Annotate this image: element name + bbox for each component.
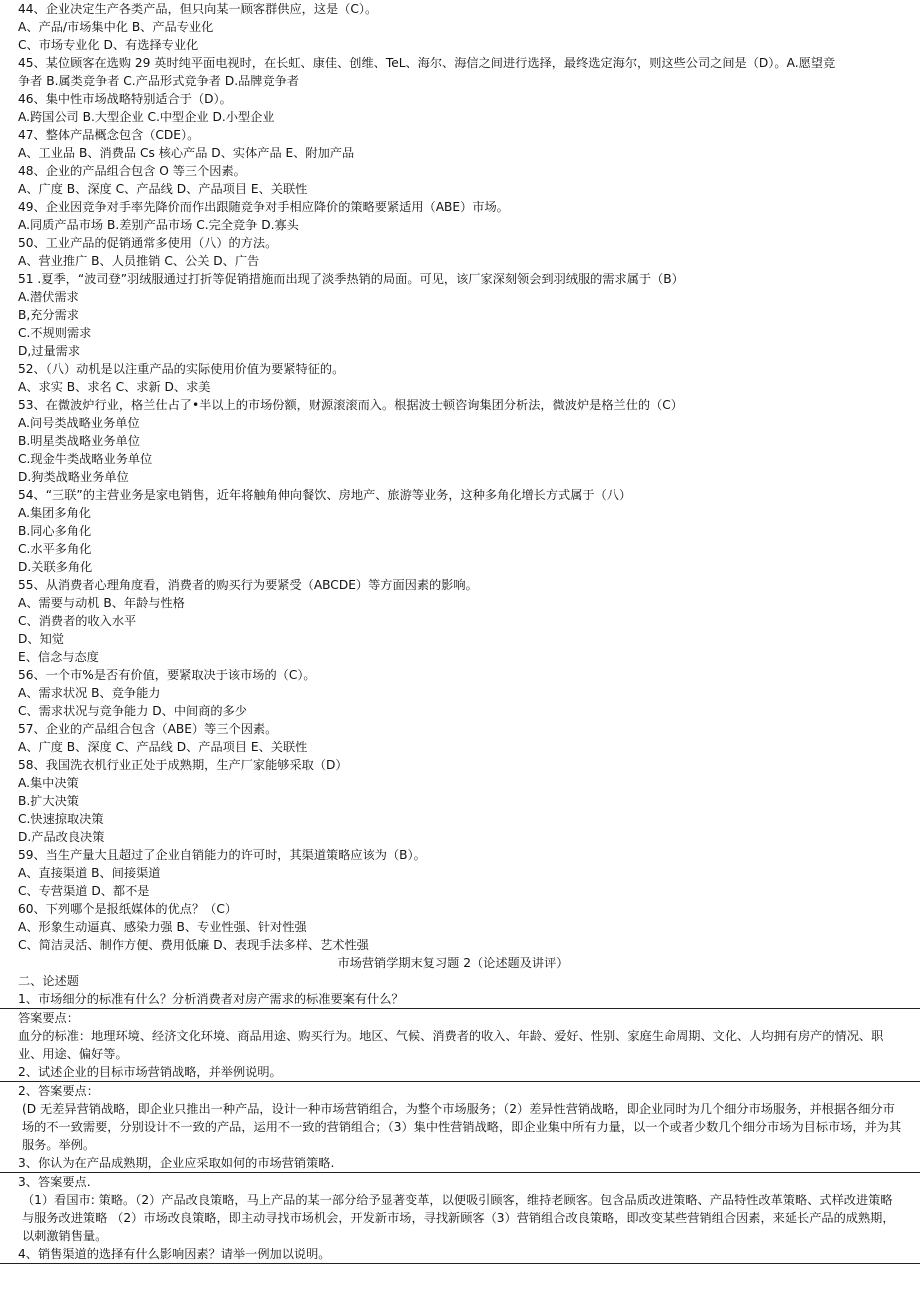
text-line: C.水平多角化 bbox=[18, 542, 92, 556]
text-line: A、形象生动逼真、感染力强 B、专业性强、针对性强 bbox=[18, 920, 307, 934]
text-line: A.集团多角化 bbox=[18, 506, 91, 520]
answer-text-1: 血分的标准：地理环境、经济文化环境、商品用途、购买行为。地区、气候、消费者的收入、年龄、爱好、性别、家庭生命周期、文化、人均拥有房产的情况、职业、用途、偏好等。 bbox=[18, 1029, 884, 1061]
text-line: C.快速掠取决策 bbox=[18, 812, 104, 826]
text-line: A.问号类战略业务单位 bbox=[18, 416, 140, 430]
text-line: 56、一个市%是否有价值，要紧取决于该市场的（C）。 bbox=[18, 668, 316, 682]
text-line: 51 .夏季，“波司登”羽绒服通过打折等促销措施而出现了淡季热销的局面。可见，该厂家深刻领会到羽绒服的需求属于（B） bbox=[18, 272, 684, 286]
text-line: A、直接渠道 B、间接渠道 bbox=[18, 866, 161, 880]
text-line: E、信念与态度 bbox=[18, 650, 99, 664]
text-line: B.明星类战略业务单位 bbox=[18, 434, 140, 448]
text-line: 46、集中性市场战略特别适合于（D）。 bbox=[18, 92, 232, 106]
text-line: A、广度 B、深度 C、产品线 D、产品项目 E、关联性 bbox=[18, 740, 308, 754]
text-line: A、需要与动机 B、年龄与性格 bbox=[18, 596, 185, 610]
text-line: B.同心多角化 bbox=[18, 524, 92, 538]
text-line: 58、我国洗衣机行业正处于成熟期，生产厂家能够采取（D） bbox=[18, 758, 348, 772]
section-title: 市场营销学期末复习题 2（论述题及讲评） bbox=[337, 956, 569, 970]
essay-question-2: 2、试述企业的目标市场营销战略，并举例说明。 bbox=[0, 1063, 920, 1082]
text-line: D、知觉 bbox=[18, 632, 64, 646]
text-line: 47、整体产品概念包含（CDE）。 bbox=[18, 128, 200, 142]
text-line: B.扩大决策 bbox=[18, 794, 79, 808]
section-heading: 二、论述题 bbox=[18, 974, 79, 988]
text-line: A、需求状况 B、竞争能力 bbox=[18, 686, 161, 700]
text-line: 55、从消费者心理角度看，消费者的购买行为要紧受（ABCDE）等方面因素的影响。 bbox=[18, 578, 478, 592]
text-line: A、营业推广 B、人员推销 C、公关 D、广告 bbox=[18, 254, 260, 268]
essay-question-4: 4、销售渠道的选择有什么影响因素？请举一例加以说明。 bbox=[0, 1245, 920, 1264]
text-line: 57、企业的产品组合包含（ABE）等三个因素。 bbox=[18, 722, 278, 736]
text-line: C、简洁灵活、制作方便、费用低廉 D、表现手法多样、艺术性强 bbox=[18, 938, 369, 952]
text-line: C、专营渠道 D、都不是 bbox=[18, 884, 150, 898]
answer-label-1: 答案要点： bbox=[18, 1011, 79, 1025]
essay-question-3: 3、你认为在产品成熟期，企业应采取如何的市场营销策略. bbox=[0, 1154, 920, 1173]
answer-text-2: (D 无差异营销战略，即企业只推出一种产品，设计一种市场营销组合，为整个市场服务；（2）差异性营销战略，即企业同时为几个细分市场服务，并根据各细分市场的不一致需要，分别设计不一致的产品，运用不一致的营销组合；（3）集中性营销战略，即企业集中所有力量，以一个或者少数几个细分市场为目标市场，并为其服务。举例。 bbox=[22, 1102, 902, 1152]
answer-label-2: 2、答案要点： bbox=[18, 1084, 99, 1098]
text-line: A.跨国公司 B.大型企业 C.中型企业 D.小型企业 bbox=[18, 110, 275, 124]
text-line: 60、下列哪个是报纸媒体的优点？（C） bbox=[18, 902, 238, 916]
text-line: A、求实 B、求名 C、求新 D、求美 bbox=[18, 380, 211, 394]
text-line: C、需求状况与竞争能力 D、中间商的多少 bbox=[18, 704, 247, 718]
text-line: D.狗类战略业务单位 bbox=[18, 470, 129, 484]
text-line: D.关联多角化 bbox=[18, 560, 93, 574]
text-line: 45、某位顾客在选购 29 英时纯平面电视时，在长虹、康佳、创维、TeL、海尔、海信之间进行选择，最终选定海尔，则这些公司之间是（D）。A.愿望竞 bbox=[18, 56, 836, 70]
answer-text-3: （1）看国市: 策略。（2）产品改良策略，马上产品的某一部分给予显著变革，以便吸引顾客，维持老顾客。包含品质改进策略、产品特性改革策略、式样改进策略与服务改进策略 （2）市场改良策略，即主动寻找市场机会，开发新市场，寻找新顾客（3）营销组合改良策略，即改变某些营销组合因素，来延长产品的成熟期，以刺激销售量。 bbox=[22, 1193, 895, 1243]
answer-label-3: 3、答案要点. bbox=[18, 1175, 91, 1189]
text-line: 53、在微波炉行业，格兰仕占了•半以上的市场份额，财源滚滚而入。根据波士顿咨询集团分析法，微波炉是格兰仕的（C） bbox=[18, 398, 683, 412]
text-line: A、产品/市场集中化 B、产品专业化 bbox=[18, 20, 214, 34]
text-line: A、广度 B、深度 C、产品线 D、产品项目 E、关联性 bbox=[18, 182, 308, 196]
text-line: 49、企业因竞争对手率先降价而作出跟随竞争对手相应降价的策略要紧适用（ABE）市场。 bbox=[18, 200, 509, 214]
essay-question-1: 1、市场细分的标准有什么？分析消费者对房产需求的标准要案有什么？ bbox=[0, 990, 920, 1009]
text-line: A.集中决策 bbox=[18, 776, 79, 790]
text-line: A.同质产品市场 B.差别产品市场 C.完全竞争 D.寡头 bbox=[18, 218, 299, 232]
text-line: 52、（八）动机是以注重产品的实际使用价值为要紧特征的。 bbox=[18, 362, 345, 376]
text-line: C.现金牛类战略业务单位 bbox=[18, 452, 153, 466]
text-line: C、市场专业化 D、有选择专业化 bbox=[18, 38, 199, 52]
text-line: 48、企业的产品组合包含 O 等三个因素。 bbox=[18, 164, 246, 178]
text-line: D,过量需求 bbox=[18, 344, 81, 358]
text-line: 59、当生产量大且超过了企业自销能力的许可时，其渠道策略应该为（B）。 bbox=[18, 848, 426, 862]
text-line: 50、工业产品的促销通常多使用（八）的方法。 bbox=[18, 236, 278, 250]
text-line: C.不规则需求 bbox=[18, 326, 92, 340]
text-line: 争者 B.属类竞争者 C.产品形式竞争者 D.品牌竞争者 bbox=[18, 74, 300, 88]
text-line: D.产品改良决策 bbox=[18, 830, 105, 844]
text-line: 44、企业决定生产各类产品，但只向某一顾客群供应，这是（C）。 bbox=[18, 2, 378, 16]
text-line: C、消费者的收入水平 bbox=[18, 614, 137, 628]
text-line: B,充分需求 bbox=[18, 308, 79, 322]
text-line: 54、“三联”的主营业务是家电销售，近年将触角伸向餐饮、房地产、旅游等业务，这种多角化增长方式属于（八） bbox=[18, 488, 632, 502]
text-line: A、工业品 B、消费品 Cs 核心产品 D、实体产品 E、附加产品 bbox=[18, 146, 355, 160]
text-line: A.潜伏需求 bbox=[18, 290, 79, 304]
